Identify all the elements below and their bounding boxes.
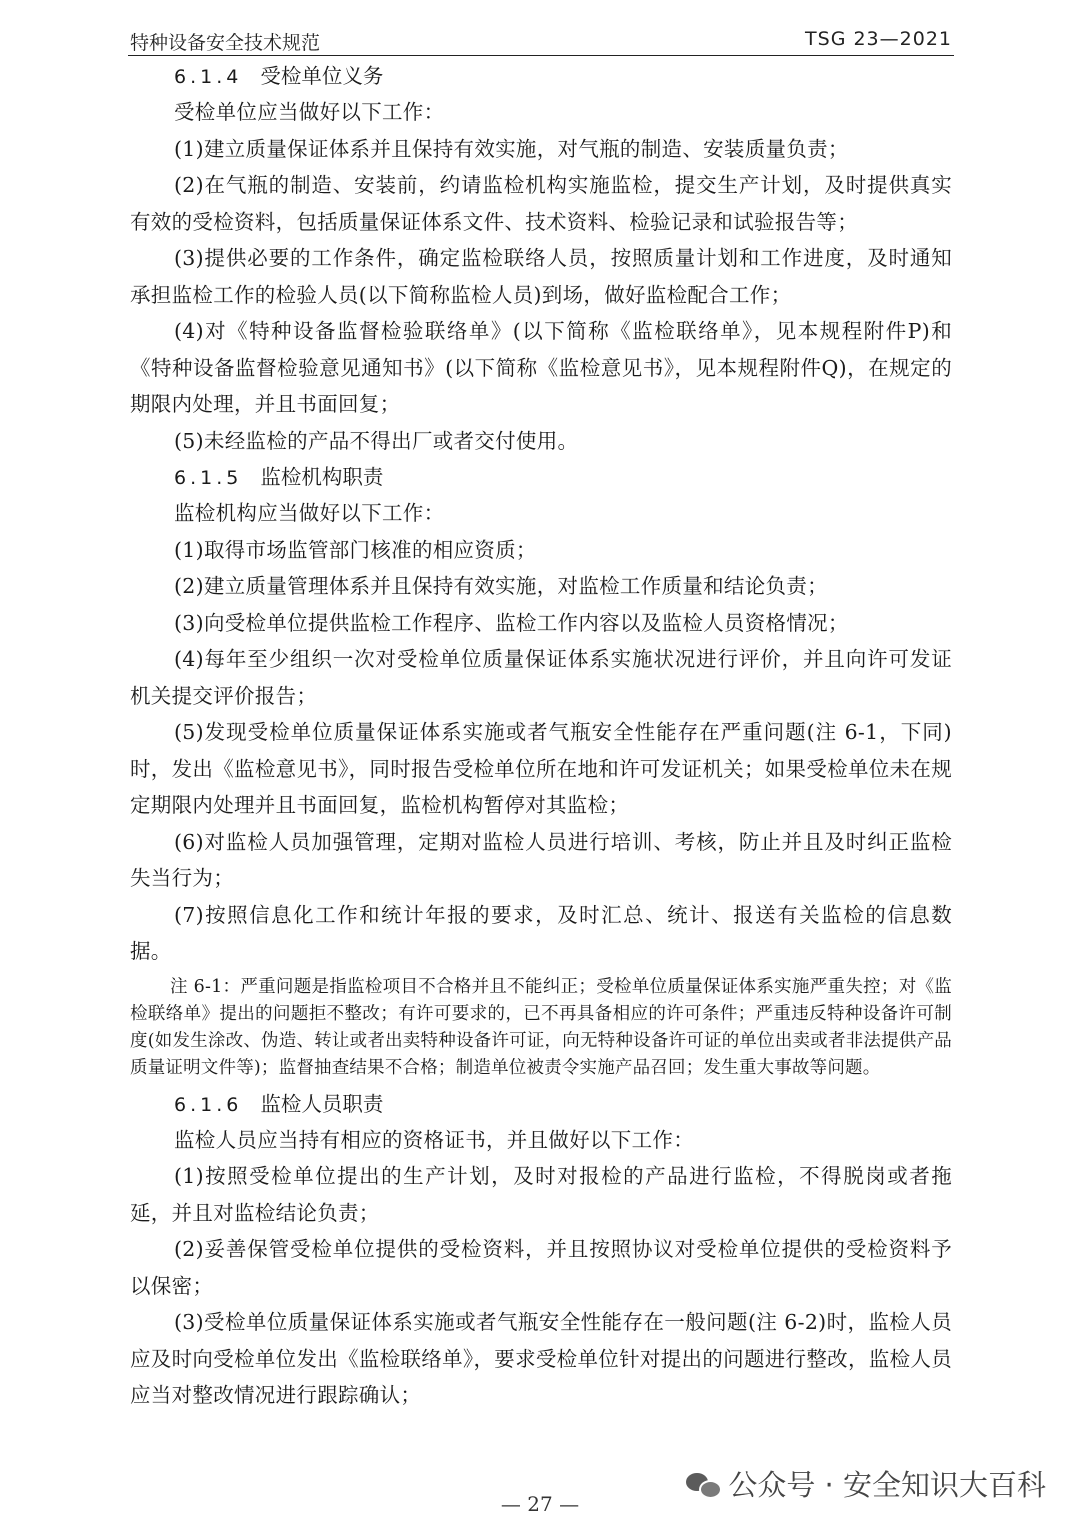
section-title: 监检机构职责	[260, 465, 384, 489]
paragraph: (4)每年至少组织一次对受检单位质量保证体系实施状况进行评价，并且向许可发证机关提交评价报告；	[130, 647, 952, 708]
paragraph: (2)妥善保管受检单位提供的受检资料，并且按照协议对受检单位提供的受检资料予以保密；	[130, 1237, 952, 1298]
section-heading-6-1-4	[130, 58, 952, 94]
paragraph: (7)按照信息化工作和统计年报的要求，及时汇总、统计、报送有关监检的信息数据。	[130, 902, 952, 963]
paragraph: (3)向受检单位提供监检工作程序、监检工作内容以及监检人员资格情况；	[174, 610, 849, 635]
paragraph: (5)未经监检的产品不得出厂或者交付使用。	[174, 428, 579, 453]
paragraph: (5)发现受检单位质量保证体系实施或者气瓶安全性能存在严重问题(注 6-1，下同)时，发出《监检意见书》，同时报告受检单位所在地和许可发证机关；如果受检单位未在规定期限内处理并且书面回复，监检机构暂停对其监检；	[130, 720, 952, 817]
section-number: 6.1.4	[174, 66, 243, 88]
section-heading-6-1-5	[130, 459, 952, 495]
footnote-6-1: 注 6-1：严重问题是指监检项目不合格并且不能纠正；受检单位质量保证体系实施严重失控；对《监检联络单》提出的问题拒不整改；有许可要求的，已不再具备相应的许可条件；严重违反特种设备许可制度(如发生涂改、伪造、转让或者出卖特种设备许可证，向无特种设备许可证的单位出卖或者非法提供产品质量证明文件等)；监督抽查结果不合格；制造单位被责令实施产品召回；发生重大事故等问题。	[130, 976, 952, 1078]
section-heading-6-1-6	[130, 1086, 952, 1122]
document-body	[130, 58, 952, 1414]
section-number: 6.1.5	[174, 467, 243, 489]
paragraph: (1)按照受检单位提出的生产计划，及时对报检的产品进行监检，不得脱岗或者拖延，并且对监检结论负责；	[130, 1164, 952, 1225]
paragraph: (1)建立质量保证体系并且保持有效实施，对气瓶的制造、安装质量负责；	[174, 136, 849, 161]
header-title: 特种设备安全技术规范	[130, 32, 321, 54]
account-name: 公众号 · 安全知识大百科	[728, 1468, 1046, 1502]
paragraph: 受检单位应当做好以下工作：	[174, 100, 445, 124]
section-title: 监检人员职责	[260, 1091, 384, 1116]
section-number: 6.1.6	[174, 1093, 243, 1116]
paragraph: (2)在气瓶的制造、安装前，约请监检机构实施监检，提交生产计划，及时提供真实有效的受检资料，包括质量保证体系文件、技术资料、检验记录和试验报告等；	[130, 173, 952, 234]
paragraph: (3)受检单位质量保证体系实施或者气瓶安全性能存在一般问题(注 6-2)时，监检人员应及时向受检单位发出《监检联络单》，要求受检单位针对提出的问题进行整改，监检人员应当对整改情况进行跟踪确认；	[130, 1310, 952, 1407]
paragraph: 监检人员应当持有相应的资格证书，并且做好以下工作：	[174, 1127, 694, 1152]
paragraph: (6)对监检人员加强管理，定期对监检人员进行培训、考核，防止并且及时纠正监检失当行为；	[130, 829, 952, 890]
header-standard-code: TSG 23—2021	[805, 28, 952, 50]
paragraph: (1)取得市场监管部门核准的相应资质；	[174, 537, 537, 562]
paragraph: (3)提供必要的工作条件，确定监检联络人员，按照质量计划和工作进度，及时通知承担监检工作的检验人员(以下简称监检人员)到场，做好监检配合工作；	[130, 246, 952, 307]
section-title: 受检单位义务	[260, 64, 384, 88]
paragraph: 监检机构应当做好以下工作：	[174, 501, 445, 525]
page-number: — 27 —	[500, 1492, 580, 1516]
header-rule	[128, 55, 954, 56]
paragraph: (4)对《特种设备监督检验联络单》(以下简称《监检联络单》，见本规程附件P)和《特种设备监督检验意见通知书》(以下简称《监检意见书》，见本规程附件Q)，在规定的期限内处理，并且书面回复；	[130, 319, 952, 416]
paragraph: (2)建立质量管理体系并且保持有效实施，对监检工作质量和结论负责；	[174, 574, 828, 598]
